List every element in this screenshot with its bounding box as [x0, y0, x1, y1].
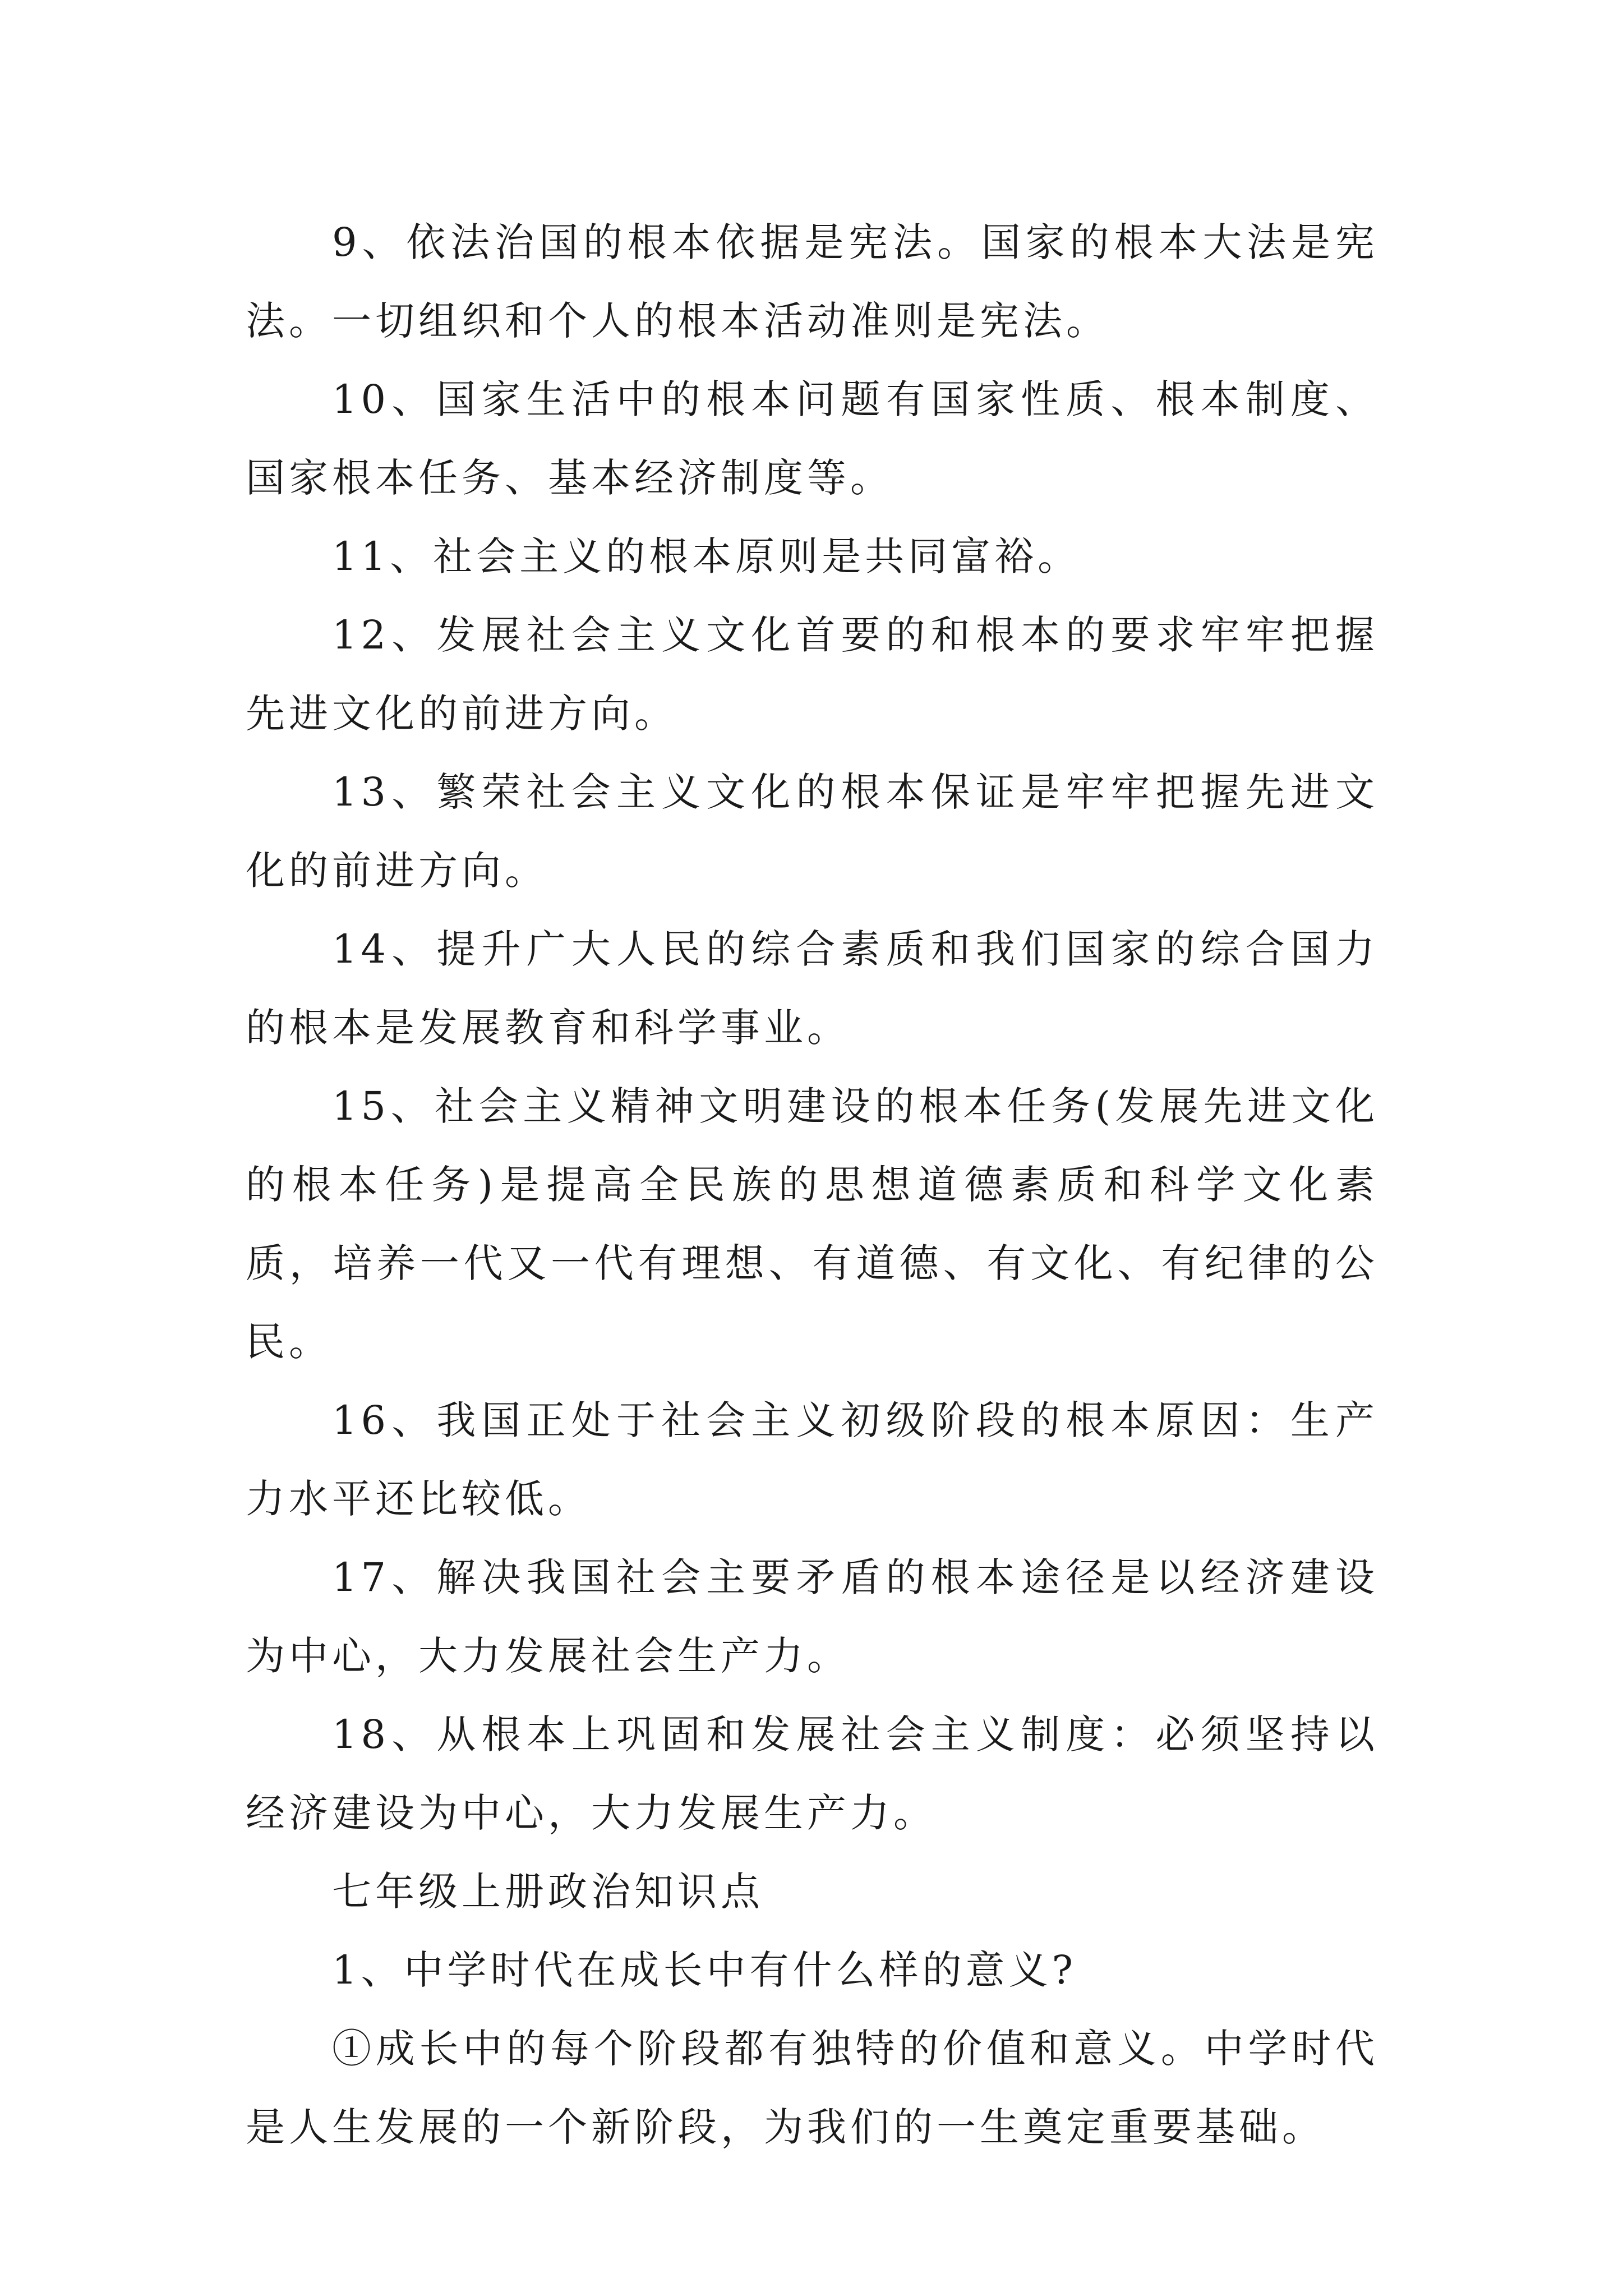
paragraph-15: 15、社会主义精神文明建设的根本任务(发展先进文化的根本任务)是提高全民族的思想道德素质和科学文化素质，培养一代又一代有理想、有道德、有文化、有纪律的公民。 [246, 1083, 1378, 1365]
answer-1: ①成长中的每个阶段都有独特的价值和意义。中学时代是人生发展的一个新阶段，为我们的一生奠定重要基础。 [246, 2026, 1378, 2150]
paragraph-16: 16、我国正处于社会主义初级阶段的根本原因：生产力水平还比较低。 [246, 1397, 1378, 1522]
question-1: 1、中学时代在成长中有什么样的意义? [332, 1947, 1077, 1993]
paragraph-12: 12、发展社会主义文化首要的和根本的要求牢牢把握先进文化的前进方向。 [246, 612, 1378, 737]
paragraph-13: 13、繁荣社会主义文化的根本保证是牢牢把握先进文化的前进方向。 [246, 769, 1378, 894]
paragraph-9: 9、依法治国的根本依据是宪法。国家的根本大法是宪法。一切组织和个人的根本活动准则是宪法。 [246, 219, 1378, 344]
paragraph-11: 11、社会主义的根本原则是共同富裕。 [332, 533, 1081, 579]
section-title: 七年级上册政治知识点 [332, 1869, 764, 1915]
paragraph-18: 18、从根本上巩固和发展社会主义制度：必须坚持以经济建设为中心，大力发展生产力。 [246, 1711, 1378, 1836]
paragraph-10: 10、国家生活中的根本问题有国家性质、根本制度、国家根本任务、基本经济制度等。 [246, 376, 1378, 501]
document-body [246, 203, 1378, 2166]
paragraph-14: 14、提升广大人民的综合素质和我们国家的综合国力的根本是发展教育和科学事业。 [246, 926, 1378, 1051]
paragraph-17: 17、解决我国社会主要矛盾的根本途径是以经济建设为中心，大力发展社会生产力。 [246, 1554, 1378, 1679]
